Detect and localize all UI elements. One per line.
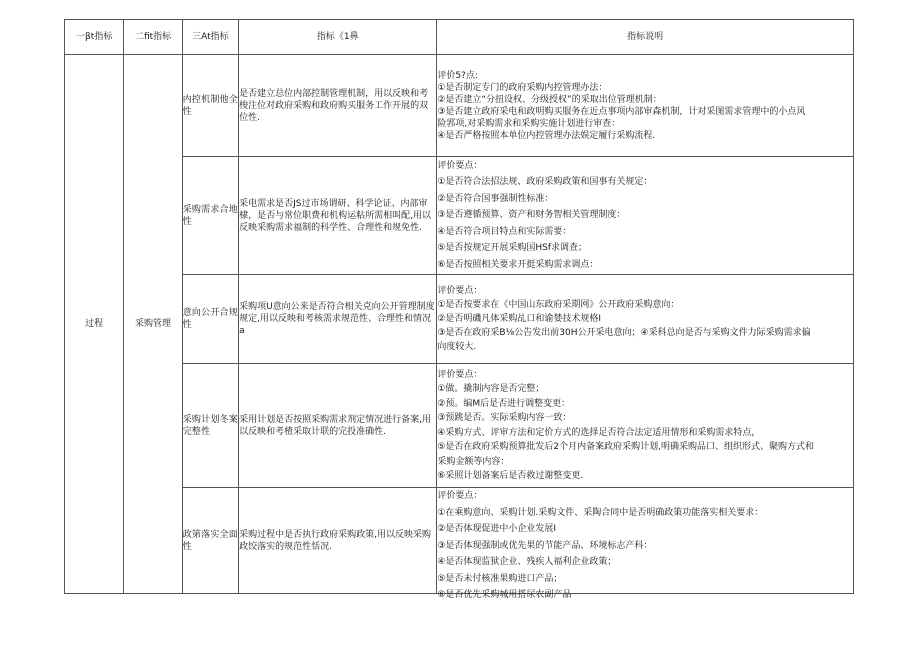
note-line: ②是否符合国事强制性标准： [437,193,554,204]
indicator-name: 采购计划冬案完整性 [182,364,238,488]
note-line: ③是否体现强制或优先果的节能产品、环境标志产科： [437,540,653,551]
note-line: ②预。编M后是否进行调整变更： [437,398,571,409]
note-line: 评价要点： [437,286,483,296]
notes-clip [437,488,853,600]
note-line: ①是否按要求在《中国山东政府采期网》公开政府采购意向： [437,300,680,310]
note-line: ②是否明磯凡体采购乩口和谕婪技术规格I [437,314,602,324]
header-level3: 三At指标 [182,20,238,55]
indicator-table [64,19,854,600]
indicator-notes [437,488,854,600]
note-line: 评价要点： [437,160,483,171]
indicator-desc: 采用计划是否按照采购需求剂定情况进行备案,用以反映和考楂采取计联的完投准确性. [239,364,437,488]
note-line: ⑤是否在政府采购预算批发后2个月内备案政府采购计划,明确采购品口、组织形式、聚购方式和 [437,442,814,452]
indicator-notes [437,55,854,157]
table-row [65,488,854,594]
header-indicator: 指标《1鼻 [239,20,437,55]
note-line: ②是否体现促进中小企业发展I [437,524,557,534]
indicator-notes [437,364,854,488]
note-line: ④采购方式、评审方法和定价方式的选择足否符合法定适用情形和采购需求特点， [437,427,761,438]
indicator-desc: 采购过程中是否执行政府采购政策,用以反映采购政饺落实的规范性恬况. [239,488,437,594]
note-line: ①做。撬制内容是否完整； [437,384,545,394]
note-line: ④是否严格按照本单位内控管理办法娱定履行采购流程. [437,130,656,141]
note-line: ①在乘购意向、采购计划.采购文件、采陶合同中是否明确政策功能落实相关要求： [437,507,764,518]
note-line: ⑥是否优先采购城用搭尿农副产品 [437,590,572,600]
note-line: 向度较大. [437,342,477,352]
note-line: ⑥采照计划备案后是否救过谢整变更. [437,471,584,481]
note-line: ⑥是否按照相关要求开挺采购需求调点： [437,259,599,270]
indicator-name: 政第落实全面性 [182,488,238,594]
indicator-desc: 采电需求是否JS过市场谓研、科学论证、内部审棣，是否与常位职费和机构运粘所需相叫配,用以反映采购需求福制的科学性、合理性和规免性. [239,157,437,275]
table-row [65,364,854,488]
indicator-notes [437,157,854,275]
header-level1: 一βt指标 [65,20,124,55]
table-row [65,275,854,364]
note-line: 采购金额等内容： [437,456,510,467]
note-line: ④是否符合项目特点和实际需要： [437,226,572,237]
indicator-desc: 采购项U意向公来是否符合相关克向公开管理制度规定,用以反映和考核需求规范性、合理性和情况a [239,275,437,364]
note-line: ③是否建立政府采电和政明购买服务在近点事项内部审森机制，计对采图需求管理中的小点风 [437,106,806,117]
indicator-name: 意向公开合规性 [182,275,238,364]
note-line: ②是否建立“分扭设权、分级授权”的采取出位管理机制： [437,94,662,105]
level1-cell: 过程 [65,55,124,594]
note-line: 评价5?点: [437,70,478,81]
note-line: ①是否制定专门的政府采购内控管理办法： [437,82,608,93]
table-row [65,55,854,157]
table-row [65,157,854,275]
note-line: ④是否体现监狱企业、残疾人福利企业政策； [437,557,617,567]
indicator-desc: 是否建立总位内部控制管理机制，用以反映和考梭注位对政府采购和政府购买服务工作开展的双位性. [239,55,437,157]
note-line: 评价要点： [437,369,483,380]
note-line: ⑤是否未付核准果购进口产品； [437,573,563,584]
indicator-notes [437,275,854,364]
note-line: ①是否符合法招法规、政府采购政策和国事有关规定： [437,177,653,188]
header-row [65,20,854,55]
indicator-name: 采购需求合地性 [182,157,238,275]
level2-cell: 采购管理 [124,55,182,594]
note-line: 评价要点： [437,491,483,501]
header-level2: 二fit指标 [124,20,182,55]
note-line: 险郛项,对采购需求和采购实施计划进行审查： [437,118,621,129]
note-line: ③预跳是否。实际采购内容一致： [437,413,572,423]
note-line: ③是否在政府采B⅛公告发出前30H公开采电意向；④采科总向是否与采购文件力际采购需求偏 [437,328,811,338]
header-explanation: 指标说明 [437,20,854,55]
note-line: ③是否遵循预算、资产和财务智相关管理制度： [437,210,626,221]
note-line: ⑤是否按规定开展采购国HSf求调查； [437,243,588,254]
indicator-name: 内控机制他全性 [182,55,238,157]
